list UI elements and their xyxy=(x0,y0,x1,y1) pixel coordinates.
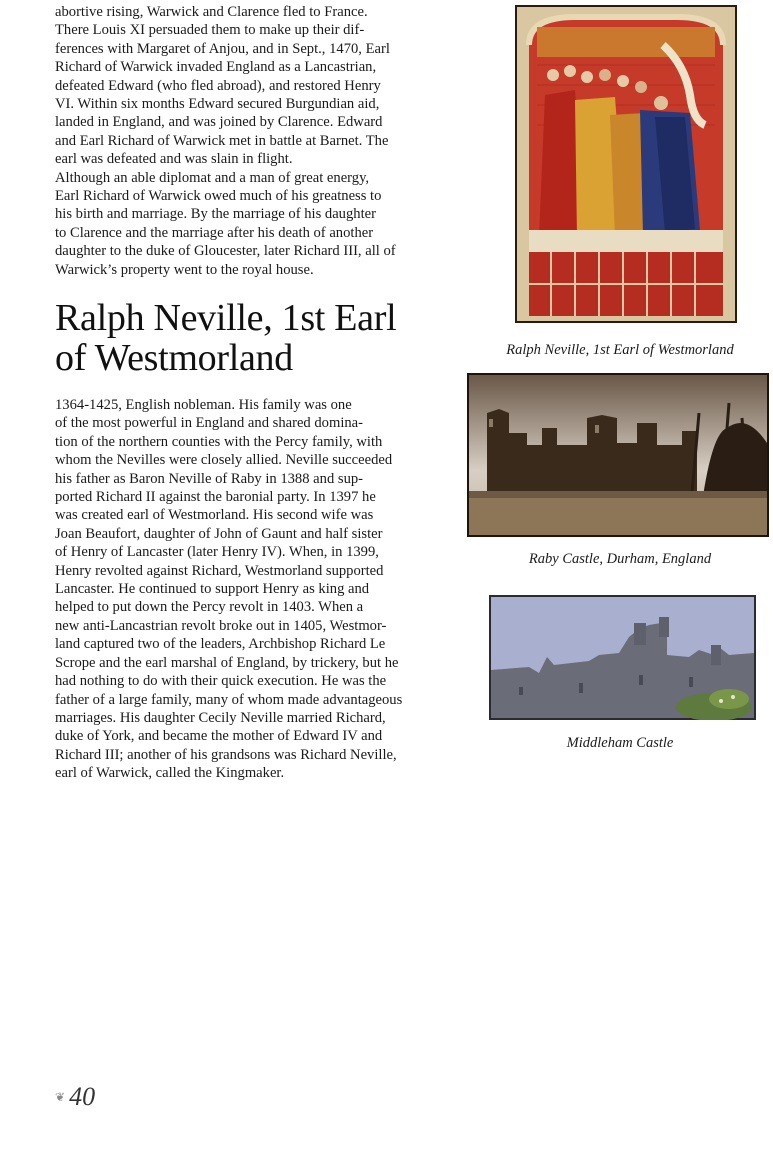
page-number-text: 40 xyxy=(69,1082,96,1111)
castle-ruin-image xyxy=(489,595,756,720)
figure-caption: Raby Castle, Durham, England xyxy=(528,551,712,567)
figure-caption: Middleham Castle xyxy=(566,735,674,751)
castle-ruin-photo xyxy=(489,595,756,720)
page-number xyxy=(55,1082,95,1112)
paragraph: 1364-1425, English nobleman. His family was one of the most powerful in England and shared domina- tion of the northern counties with the Percy family, with whom the Nevilles were closely allied. Neville succeeded his father as Baron Neville of Raby in 1388 and sup- ported Richard II against the baronial party. In 1397 he was created earl of Westmorland. His second wife was Joan Beaufort, daughter of John of Gaunt and half sister of Henry of Lancaster (later Henry IV). When, in 1399, Henry revolted against Richard, Westmorland supported Lancaster. He continued to support Henry as king and helped to put down the Percy revolt in 1403. When a new anti-Lancastrian revolt broke out in 1405, Westmor- land captured two of the leaders, Archbishop Richard Le Scrope and the earl marshal of England, by trickery, but he had nothing to do with their quick execution. He was the father of a large family, many of whom made advantageous marriages. His daughter Cecily Neville married Richard, duke of York, and became the mother of Edward IV and Richard III; another of his grandsons was Richard Neville, earl of Warwick, called the Kingmaker. xyxy=(55,397,403,782)
castle-image xyxy=(467,373,769,537)
illuminated-manuscript-image xyxy=(515,5,737,323)
castle-photo xyxy=(467,373,769,537)
manuscript-image xyxy=(515,5,737,323)
fleuron-icon: ❦ xyxy=(55,1089,66,1104)
top-text-block xyxy=(55,3,420,279)
figure-caption: Ralph Neville, 1st Earl of Westmorland xyxy=(506,342,734,358)
paragraph: abortive rising, Warwick and Clarence fled to France. There Louis XI persuaded them to make up their dif- ferences with Margaret of Anjou, and in Sept., 1470, Earl Richard of Warwick invaded England as a Lancastrian, defeated Edward (who fled abroad), and restored Henry VI. Within six months Edward secured Burgundian aid, landed in England, and was joined by Clarence. Edward and Earl Richard of Warwick met in battle at Barnet. The earl was defeated and was slain in flight. xyxy=(55,4,390,168)
body-text-block xyxy=(55,396,420,783)
paragraph: Although an able diplomat and a man of great energy, Earl Richard of Warwick owed much of his greatness to his birth and marriage. By the marriage of his daughter to Clarence and the marriage after his death of another daughter to the duke of Gloucester, later Richard III, all of Warwick’s property went to the royal house. xyxy=(55,169,396,278)
section-heading: Ralph Neville, 1st Earl of Westmorland xyxy=(55,297,397,379)
